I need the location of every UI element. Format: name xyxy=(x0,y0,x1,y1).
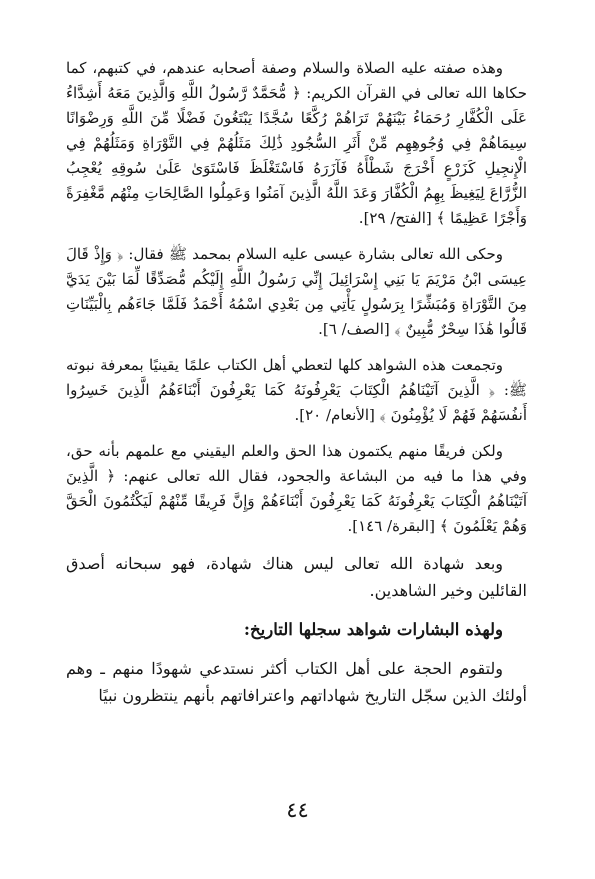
paragraph-god-testimony: وبعد شهادة الله تعالى ليس هناك شهادة، فهو سبحانه أصدق القائلين وخير الشاهدين. xyxy=(66,554,527,601)
paragraph-witnesses: ولتقوم الحجة على أهل الكتاب أكثر نستدعي شهودًا منهم ـ وهم أولئك الذين سجّل التاريخ شهاداتهم واعترافاتهم بأنهم ينتظرون نبيًا xyxy=(66,658,527,705)
paragraph-concealing-truth: ولكن فريقًا منهم يكتمون هذا الحق والعلم اليقيني مع علمهم بأنه حق، وفي هذا ما فيه من البشاعة والجحود، فقال الله تعالى عنهم: ﴿ الَّذِينَ آتَيْنَاهُمُ الْكِتَابَ يَعْرِفُونَهُ كَمَا يَعْرِفُونَ أَبْنَاءَهُمْ وَإِنَّ فَرِيقًا مِّنْهُمْ لَيَكْتُمُونَ الْحَقَّ وَهُمْ يَعْلَمُونَ ﴾ [البقرة/ ١٤٦]. xyxy=(66,442,527,535)
section-heading: ولهذه البشارات شواهد سجلها التاريخ: xyxy=(243,619,503,639)
paragraph-certain-knowledge: وتجمعت هذه الشواهد كلها لتعطي أهل الكتاب علمًا يقينيًا بمعرفة نبوته ﷺ: ﴿ الَّذِينَ آتَيْنَاهُمُ الْكِتَابَ يَعْرِفُونَهُ كَمَا يَعْرِفُونَ أَبْنَاءَهُمُ الَّذِينَ خَسِرُوا أَنفُسَهُمْ فَهُمْ لَا يُؤْمِنُونَ ﴾ [الأنعام/ ٢٠]. xyxy=(66,356,527,424)
page-number: ٤٤ xyxy=(286,798,309,822)
page-body xyxy=(66,56,527,720)
paragraph-isa-tidings: وحكى الله تعالى بشارة عيسى عليه السلام بمحمد ﷺ فقال: ﴿ وَإِذْ قَالَ عِيسَى ابْنُ مَرْيَمَ يَا بَنِي إِسْرَائِيلَ إِنِّي رَسُولُ اللَّهِ إِلَيْكُم مُّصَدِّقًا لِّمَا بَيْنَ يَدَيَّ مِنَ التَّوْرَاةِ وَمُبَشِّرًا بِرَسُولٍ يَأْتِي مِن بَعْدِي اسْمُهُ أَحْمَدُ فَلَمَّا جَاءَهُم بِالْبَيِّنَاتِ قَالُوا هَٰذَا سِحْرٌ مُّبِينٌ ﴾ [الصف/ ٦]. xyxy=(66,245,527,338)
paragraph-description-of-companions: وهذه صفته عليه الصلاة والسلام وصفة أصحابه عندهم، في كتبهم، كما حكاها الله تعالى في القرآن الكريم: ﴿ مُّحَمَّدٌ رَّسُولُ اللَّهِ وَالَّذِينَ مَعَهُ أَشِدَّاءُ عَلَى الْكُفَّارِ رُحَمَاءُ بَيْنَهُمْ تَرَاهُمْ رُكَّعًا سُجَّدًا يَبْتَغُونَ فَضْلًا مِّنَ اللَّهِ وَرِضْوَانًا سِيمَاهُمْ فِي وُجُوهِهِم مِّنْ أَثَرِ السُّجُودِ ذَٰلِكَ مَثَلُهُمْ فِي التَّوْرَاةِ وَمَثَلُهُمْ فِي الْإِنجِيلِ كَزَرْعٍ أَخْرَجَ شَطْأَهُ فَآزَرَهُ فَاسْتَغْلَظَ فَاسْتَوَىٰ عَلَىٰ سُوقِهِ يُعْجِبُ الزُّرَّاعَ لِيَغِيظَ بِهِمُ الْكُفَّارَ وَعَدَ اللَّهُ الَّذِينَ آمَنُوا وَعَمِلُوا الصَّالِحَاتِ مِنْهُم مَّغْفِرَةً وَأَجْرًا عَظِيمًا ﴾ [الفتح/ ٢٩]. xyxy=(66,59,527,227)
